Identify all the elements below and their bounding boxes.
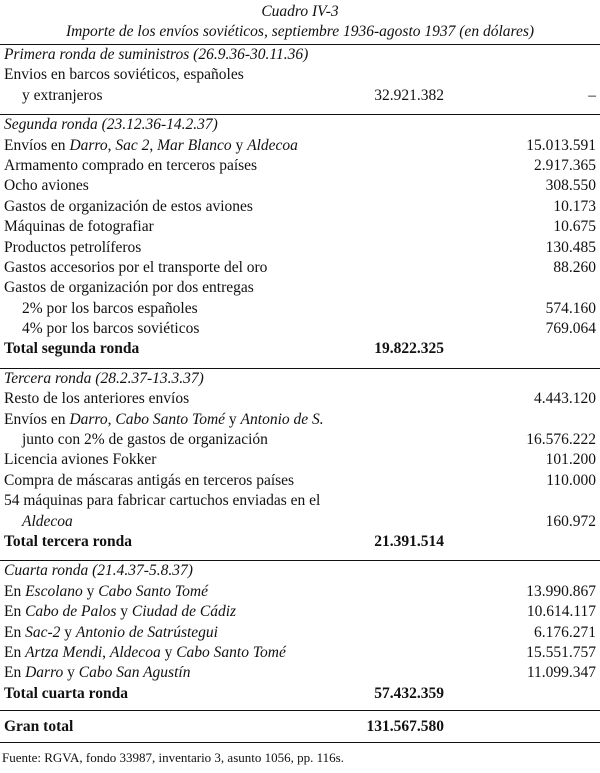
row-value: 88.260 — [553, 258, 596, 276]
row-value: 4.443.120 — [534, 390, 596, 408]
row-value: 15.013.591 — [526, 136, 596, 154]
row-label: Compra de máscaras antigás en terceros países — [4, 471, 295, 489]
row-label: Licencia aviones Fokker — [4, 451, 157, 469]
table-row — [0, 643, 600, 663]
table-row — [0, 663, 600, 683]
table-row — [0, 582, 600, 602]
row-label: junto con 2% de gastos de organización — [22, 431, 268, 449]
row-value: 769.064 — [545, 320, 596, 338]
table-row — [0, 319, 600, 339]
row-label: En Artza Mendi, Aldecoa y Cabo Santo Tomé — [4, 643, 286, 661]
row-value: 10.173 — [553, 197, 596, 215]
row-label: En Darro y Cabo San Agustín — [4, 664, 191, 682]
total-value: 21.391.514 — [374, 532, 444, 550]
total-row — [0, 684, 600, 704]
table-row — [0, 86, 600, 106]
total-label: Total cuarta ronda — [4, 684, 129, 702]
table-row — [0, 430, 600, 450]
row-label: Aldecoa — [22, 512, 73, 530]
table-row — [0, 197, 600, 217]
total-value: 57.432.359 — [374, 684, 444, 702]
row-value: 308.550 — [545, 177, 596, 195]
row-label: 2% por los barcos españoles — [22, 299, 198, 317]
table-row — [0, 136, 600, 156]
row-value: 574.160 — [545, 299, 596, 317]
row-label: Envíos en Darro, Sac 2, Mar Blanco y Aldecoa — [4, 136, 298, 154]
table-row — [0, 602, 600, 622]
table-row — [0, 299, 600, 319]
row-value: 10.675 — [553, 218, 596, 236]
table-row — [0, 623, 600, 643]
row-label: Máquinas de fotografiar — [4, 218, 154, 236]
section-primera-ronda — [0, 45, 600, 106]
row-label: Gastos de organización por dos entregas — [4, 279, 254, 297]
row-label: En Cabo de Palos y Ciudad de Cádiz — [4, 603, 237, 621]
row-label: Resto de los anteriores envíos — [4, 390, 190, 408]
row-label: Envios en barcos soviéticos, españoles — [4, 66, 244, 84]
row-label: Envíos en Darro, Cabo Santo Tomé y Antonio de S. — [4, 410, 324, 428]
row-value: 110.000 — [546, 471, 596, 489]
grand-total-value: 131.567.580 — [366, 718, 444, 736]
table-row — [0, 450, 600, 470]
table-row — [0, 512, 600, 532]
total-label: Total tercera ronda — [4, 532, 133, 550]
table-row — [0, 176, 600, 196]
table-title: Cuadro IV-3 — [261, 3, 339, 20]
source-note: Fuente: RGVA, fondo 33987, inventario 3, asunto 1056, pp. 116s. — [2, 749, 344, 765]
section-cuarta-ronda — [0, 561, 600, 704]
section-segunda-ronda — [0, 115, 600, 360]
row-value: 2.917.365 — [534, 156, 596, 174]
row-value: 160.972 — [545, 512, 596, 530]
grand-total-row — [0, 717, 600, 737]
section-heading: Cuarta ronda (21.4.37-5.8.37) — [4, 562, 193, 580]
table-row — [0, 471, 600, 491]
subtotal-value: 32.921.382 — [374, 86, 444, 104]
total-label: Total segunda ronda — [4, 340, 140, 358]
row-label: Ocho aviones — [4, 177, 89, 195]
row-label: Gastos accesorios por el transporte del oro — [4, 258, 268, 276]
row-value: 11.099.347 — [526, 664, 596, 682]
section-tercera-ronda — [0, 369, 600, 553]
row-value: 13.990.867 — [526, 582, 596, 600]
table-row — [0, 238, 600, 258]
table-row — [0, 410, 600, 430]
row-label: 4% por los barcos soviéticos — [22, 320, 200, 338]
section-heading: Segunda ronda (23.12.36-14.2.37) — [4, 116, 218, 134]
section-heading: Primera ronda de suministros (26.9.36-30.11.36) — [4, 46, 309, 63]
row-label: Gastos de organización de estos aviones — [4, 197, 253, 215]
table-row — [0, 217, 600, 237]
section-heading: Tercera ronda (28.2.37-13.3.37) — [4, 369, 204, 387]
row-label: Armamento comprado en terceros países — [4, 156, 258, 174]
row-value: 101.200 — [545, 451, 596, 469]
table-row — [0, 389, 600, 409]
total-value: 19.822.325 — [374, 340, 444, 358]
table-row — [0, 156, 600, 176]
row-label: 54 máquinas para fabricar cartuchos enviadas en el — [4, 492, 321, 510]
row-label: En Sac-2 y Antonio de Satrústegui — [4, 623, 218, 641]
table-subtitle: Importe de los envíos soviéticos, septiembre 1936-agosto 1937 (en dólares) — [65, 23, 535, 40]
table-row — [0, 278, 600, 298]
row-value: 130.485 — [545, 238, 596, 256]
grand-total-label: Gran total — [4, 718, 74, 736]
row-label: En Escolano y Cabo Santo Tomé — [4, 582, 208, 600]
row-label: Productos petrolíferos — [4, 238, 142, 256]
row-value: 10.614.117 — [526, 603, 596, 621]
row-label: y extranjeros — [22, 86, 103, 104]
row-value: 6.176.271 — [534, 623, 596, 641]
table-row — [0, 258, 600, 278]
total-row — [0, 532, 600, 552]
row-value: 16.576.222 — [526, 431, 596, 449]
row-value: – — [588, 86, 596, 104]
total-row — [0, 339, 600, 359]
table-row — [0, 491, 600, 511]
row-value: 15.551.757 — [526, 643, 596, 661]
